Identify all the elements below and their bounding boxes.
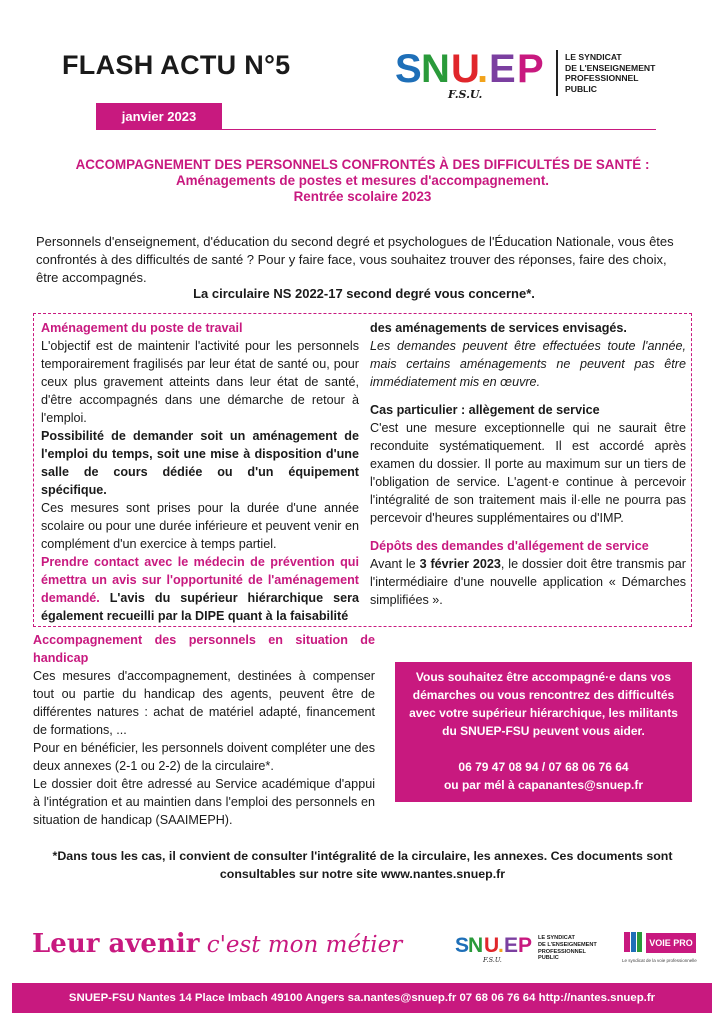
paragraph-deadline: Avant le 3 février 2023, le dossier doit être transmis par l'intermédiaire d'une nouvelle application « Démarches simplifiées ». <box>370 557 686 607</box>
paragraph: Ces mesures sont prises pour la durée d'une année scolaire ou pour une durée inférieure et peuvent venir en complément d'un exercice à temps partiel. <box>41 501 359 551</box>
svg-text:E: E <box>504 934 519 957</box>
svg-text:U: U <box>484 934 500 957</box>
snuep-logo <box>393 42 553 102</box>
paragraph: Le dossier doit être adressé au Service académique d'appui à l'intégration et au maintien dans l'emploi des personnels en situation de handicap (SAAIMEPH). <box>33 777 375 827</box>
slogan: Leur avenir c'est mon métier <box>32 929 403 959</box>
headline-line-3: Rentrée scolaire 2023 <box>293 189 432 204</box>
left-column <box>41 319 359 625</box>
svg-text:.: . <box>498 934 504 957</box>
help-phones: 06 79 47 08 94 / 07 68 06 76 64 <box>458 760 629 774</box>
svg-text:U: U <box>451 47 480 91</box>
section-heading-depots: Dépôts des demandes d'allégement de service <box>370 539 649 553</box>
help-box <box>395 662 692 802</box>
voie-pro-caption: Le syndicat de la voie professionnelle <box>622 958 697 963</box>
date-badge: janvier 2023 <box>96 103 222 129</box>
footnote: *Dans tous les cas, il convient de consulter l'intégralité de la circulaire, les annexes. Ces documents sont consultables sur notre site www.nantes.snuep.fr <box>52 849 673 881</box>
paragraph: Pour en bénéficier, les personnels doivent compléter une des deux annexes (2-1 ou 2-2) de la circulaire*. <box>33 741 375 773</box>
headline-line-2: Aménagements de postes et mesures d'accompagnement. <box>175 173 550 188</box>
footer-bar: SNUEP-FSU Nantes 14 Place Imbach 49100 Angers sa.nantes@snuep.fr 07 68 06 76 64 http://nantes.snuep.fr <box>12 983 712 1013</box>
logo-tagline: LE SYNDICAT DE L'ENSEIGNEMENT PROFESSIONNEL PUBLIC <box>565 52 656 94</box>
circulaire-line: La circulaire NS 2022-17 second degré vous concerne*. <box>193 286 535 301</box>
logo-separator <box>556 50 558 96</box>
svg-text:N: N <box>421 47 450 91</box>
help-text: Vous souhaitez être accompagné·e dans vos démarches ou vous rencontrez des difficultés avec votre supérieur hiérarchique, les militants du SNUEP-FSU peuvent vous aider. <box>409 670 678 738</box>
svg-text:P: P <box>518 934 533 957</box>
paragraph-bold: des aménagements de services envisagés. <box>370 321 627 335</box>
paragraph-bold: Possibilité de demander soit un aménagement de l'emploi du temps, soit une mise à disposition d'une salle de cours dédiée ou d'un équipement spécifique. <box>41 429 359 497</box>
paragraph-contact: Prendre contact avec le médecin de prévention qui émettra un avis sur l'opportunité de l'aménagement demandé. L'avis du supérieur hiérarchique sera également recueilli par la DIPE quant à la faisabilité <box>41 555 359 623</box>
svg-text:.: . <box>477 47 489 91</box>
headline <box>40 157 685 205</box>
svg-text:F.S.U.: F.S.U. <box>448 88 483 101</box>
handicap-section <box>33 631 375 829</box>
voie-pro-badge: VOIE PRO <box>646 933 696 953</box>
svg-text:S: S <box>395 47 422 91</box>
right-column <box>370 319 686 609</box>
paragraph: Ces mesures d'accompagnement, destinées à compenser tout ou partie du handicap des agents, peuvent être de différentes natures : achat de matériel adapté, financement de formations, ... <box>33 669 375 737</box>
page-title: FLASH ACTU N°5 <box>62 50 291 80</box>
section-heading-allegement: Cas particulier : allègement de service <box>370 403 600 417</box>
paragraph-italic: Les demandes peuvent être effectuées toute l'année, mais certains aménagements ne peuvent pas être immédiatement mis en œuvre. <box>370 339 686 389</box>
paragraph: L'objectif est de maintenir l'activité pour les personnels temporairement fragilisés par leur état de santé ou, pour ceux plus gravement atteints dans leur état de santé, d'être accompagnés dans une démarche de retour à l'emploi. <box>41 339 359 425</box>
header-rule <box>96 129 656 130</box>
headline-line-1: ACCOMPAGNEMENT DES PERSONNELS CONFRONTÉS À DES DIFFICULTÉS DE SANTÉ : <box>75 157 650 172</box>
voie-pro-icon <box>622 930 644 956</box>
svg-text:S: S <box>455 934 470 957</box>
svg-text:E: E <box>489 47 516 91</box>
logo-tagline-small: LE SYNDICAT DE L'ENSEIGNEMENT PROFESSIONNEL PUBLIC <box>538 935 597 962</box>
intro-paragraph: Personnels d'enseignement, d'éducation du second degré et psychologues de l'Éducation Nationale, vous êtes confrontés à des difficultés de santé ? Pour y faire face, vous souhaitez trouver des réponses, faire des choix, être accompagnés. <box>36 234 674 285</box>
svg-text:P: P <box>517 47 544 91</box>
help-email[interactable]: ou par mél à capanantes@snuep.fr <box>443 778 644 792</box>
section-heading-amenagement: Aménagement du poste de travail <box>41 321 243 335</box>
svg-text:N: N <box>468 934 484 957</box>
paragraph: C'est une mesure exceptionnelle qui ne saurait être reconduite systématiquement. Il est accordé après examen du dossier. Il porte au maximum sur un tiers de l'obligation de service. L'agent·e continue à percevoir l'intégralité de son traitement mais il·elle ne pourra pas percevoir d'heures supplémentaires ou d'IMP. <box>370 421 686 525</box>
section-heading-handicap: Accompagnement des personnels en situation de handicap <box>33 633 375 665</box>
snuep-logo-small <box>455 930 537 964</box>
svg-text:F.S.U.: F.S.U. <box>483 956 502 964</box>
